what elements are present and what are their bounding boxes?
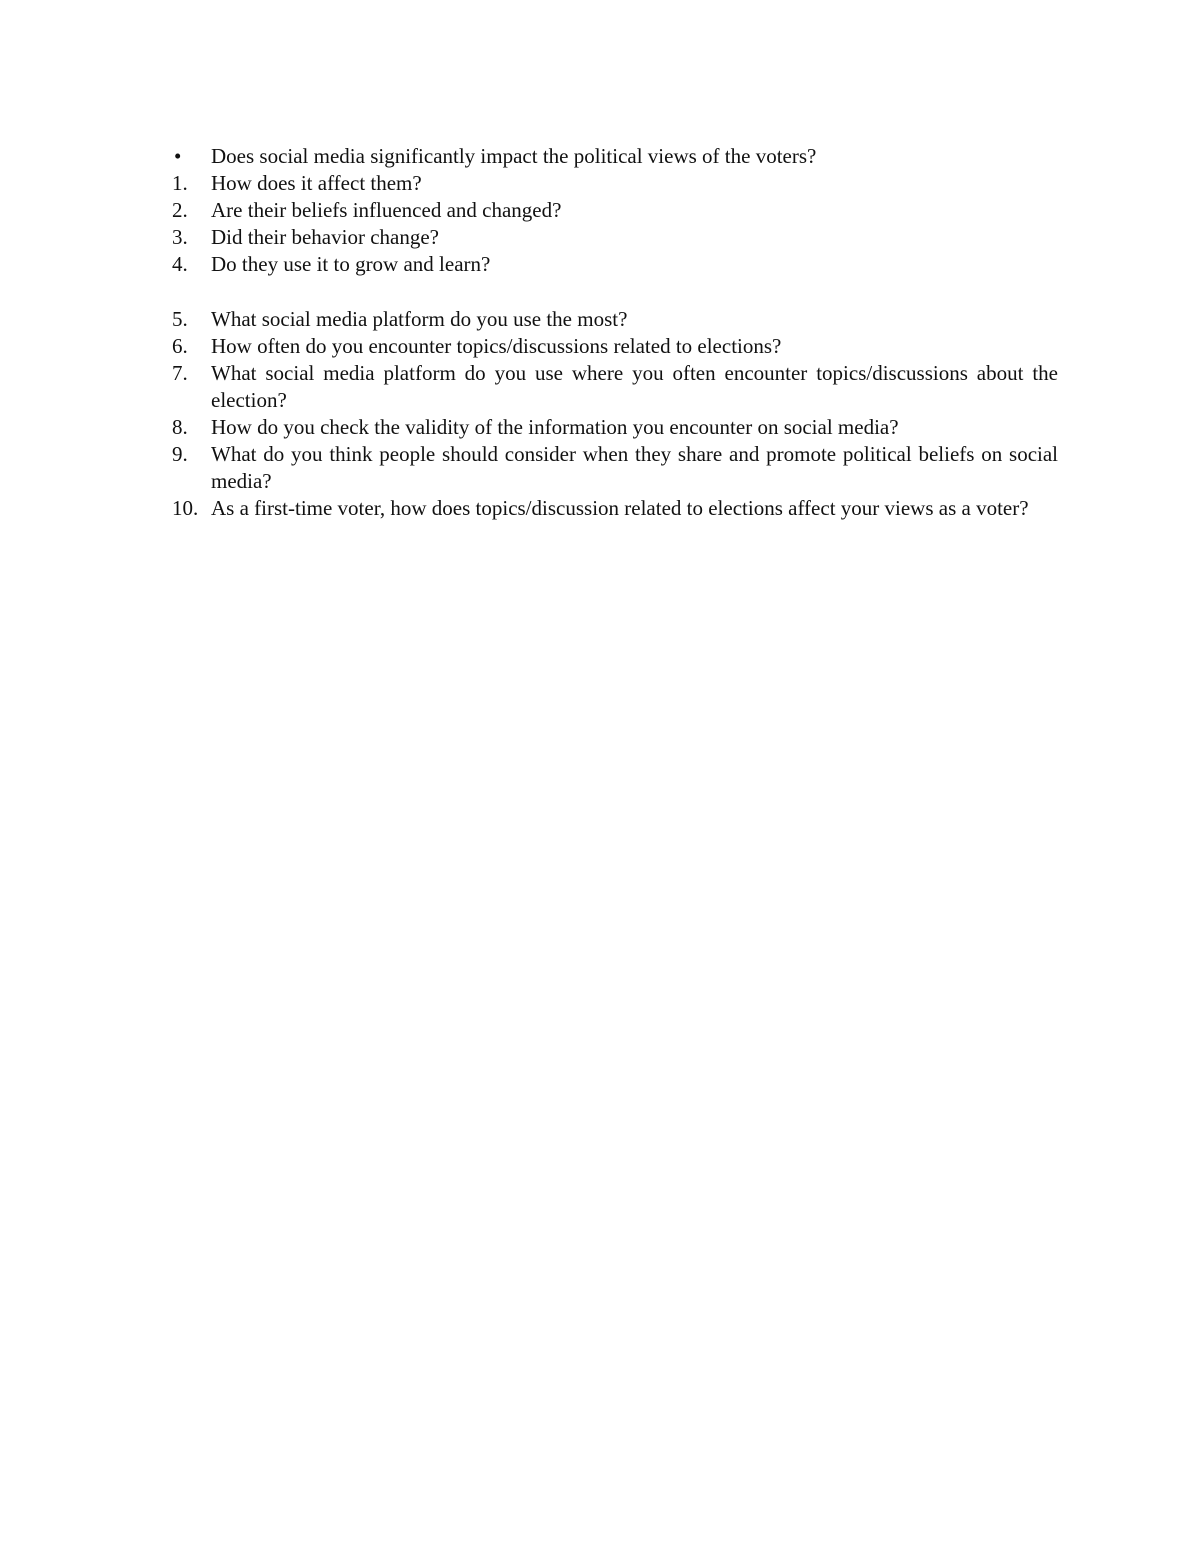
list-item-4	[172, 251, 1058, 278]
list-marker: 3.	[172, 225, 188, 249]
list-item-text: What social media platform do you use where you often encounter topics/discussions about the election?	[211, 361, 1058, 412]
list-item-3	[172, 224, 1058, 251]
list-item-text: What do you think people should consider when they share and promote political beliefs on social media?	[211, 442, 1058, 493]
list-item-text: Did their behavior change?	[211, 225, 439, 249]
list-marker: 6.	[172, 334, 188, 358]
list-marker: 5.	[172, 307, 188, 331]
list-item-7	[172, 360, 1058, 414]
list-item-6	[172, 333, 1058, 360]
list-item-text: What social media platform do you use the most?	[211, 307, 628, 331]
list-marker: 2.	[172, 198, 188, 222]
list-item-text: How often do you encounter topics/discussions related to elections?	[211, 334, 782, 358]
question-list	[172, 143, 1058, 522]
list-item-text: How does it affect them?	[211, 171, 422, 195]
list-item-text: Do they use it to grow and learn?	[211, 252, 491, 276]
list-item-8	[172, 414, 1058, 441]
list-marker: 9.	[172, 442, 188, 466]
list-item-text: Does social media significantly impact the political views of the voters?	[211, 144, 817, 168]
list-marker: 7.	[172, 361, 188, 385]
list-marker: 8.	[172, 415, 188, 439]
list-marker: 1.	[172, 171, 188, 195]
bullet-marker: •	[174, 144, 182, 168]
list-item-10	[172, 495, 1058, 522]
list-item-text: As a first-time voter, how does topics/discussion related to elections affect your views as a voter?	[211, 496, 1029, 520]
list-item-2	[172, 197, 1058, 224]
list-marker: 4.	[172, 252, 188, 276]
list-item-text: How do you check the validity of the information you encounter on social media?	[211, 415, 899, 439]
list-item-main-question	[172, 143, 1058, 170]
list-item-text: Are their beliefs influenced and changed?	[211, 198, 562, 222]
list-item-9	[172, 441, 1058, 495]
list-marker: 10.	[172, 496, 199, 520]
list-item-1	[172, 170, 1058, 197]
paragraph-gap	[172, 278, 1058, 306]
list-item-5	[172, 306, 1058, 333]
